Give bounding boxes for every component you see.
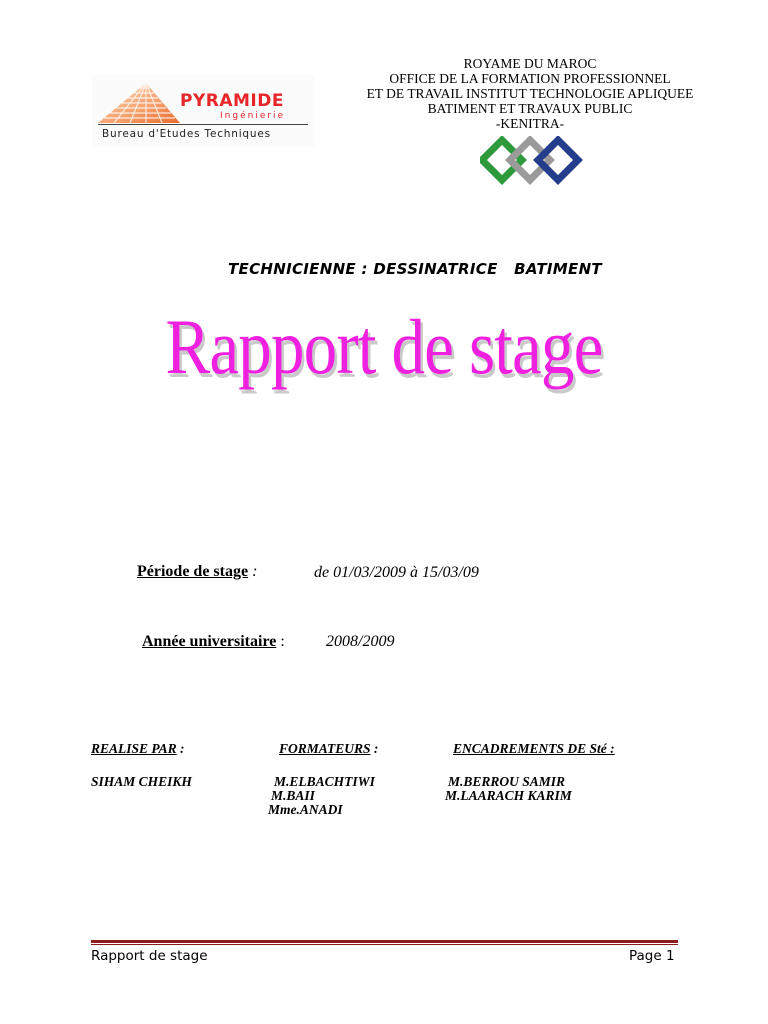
formateur-name: Mme.ANADI [268,802,343,817]
logo-tagline: Bureau d'Etudes Techniques [102,128,271,140]
footer-page-number: Page 1 [629,948,675,964]
encadrant-name: M.BERROU SAMIR [448,774,566,789]
formateur-name: M.ELBACHTIWI [274,774,375,789]
periode-separator: : [248,563,258,580]
realise-heading [91,741,185,757]
header-line: ROYAME DU MAROC [463,56,597,71]
ofppt-chain-logo-icon [480,136,584,186]
document-subtitle: TECHNICIENNE : DESSINATRICE BATIMENT [228,260,602,278]
encadrements-heading [453,741,615,757]
footer-rule-thin [91,944,678,945]
logo-divider [98,124,308,125]
annee-value: 2008/2009 [326,633,395,650]
encadrant-name: M.LAARACH KARIM [445,788,572,803]
pyramide-logo [92,75,314,147]
document-title: Rapport de stage [165,303,603,390]
formateur-name: M.BAII [271,788,315,803]
realise-name: SIHAM CHEIKH [91,774,192,789]
header-line: ET DE TRAVAIL INSTITUT TECHNOLOGIE APLIQUEE [366,86,694,101]
footer-title: Rapport de stage [91,948,208,964]
footer-rule [91,940,678,943]
formateurs-label: FORMATEURS [279,741,371,756]
formateurs-separator: : [370,741,379,756]
header-line: -KENITRA- [495,116,565,131]
annee-row [142,633,285,651]
annee-separator: : [276,633,285,650]
annee-label: Année universitaire [142,633,277,650]
header-line: OFFICE DE LA FORMATION PROFESSIONNEL [389,71,671,86]
realise-separator: : [176,741,185,756]
formateurs-heading [279,741,378,757]
periode-value: de 01/03/2009 à 15/03/09 [314,564,479,581]
institution-header [300,56,760,131]
logo-subname: Ingénierie [220,111,286,121]
periode-row [137,563,257,581]
periode-label: Période de stage [137,563,249,580]
header-line: BATIMENT ET TRAVAUX PUBLIC [427,101,633,116]
realise-label: REALISE PAR [91,741,177,756]
logo-name: PYRAMIDE [180,91,284,111]
pyramid-grid-icon [94,77,184,127]
encadrements-label: ENCADREMENTS DE Sté : [453,741,615,756]
